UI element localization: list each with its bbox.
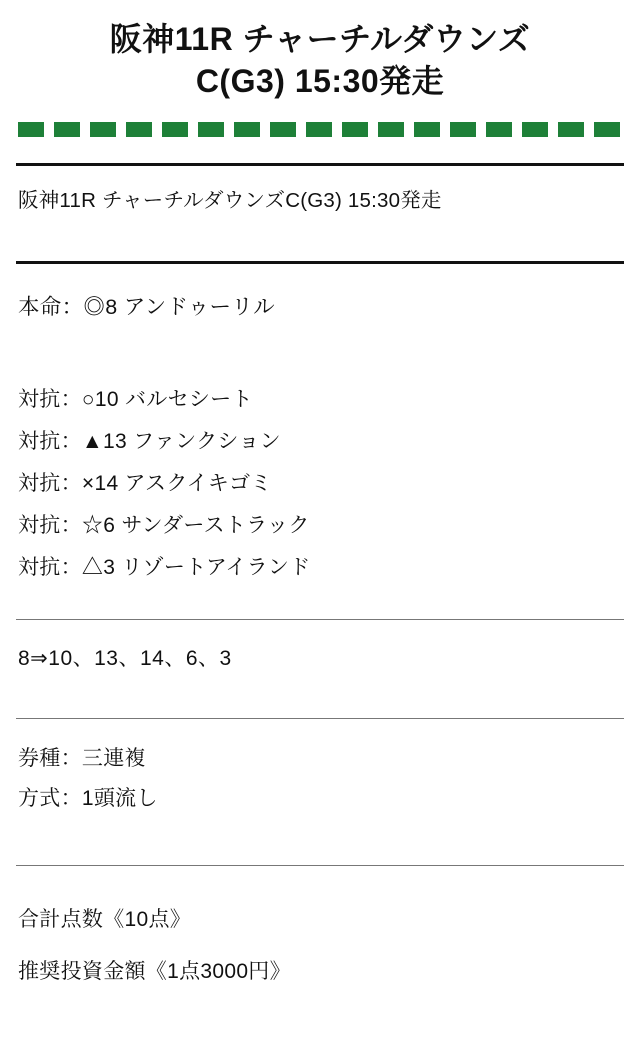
taikou-row: 対抗：×14 アスクイキゴミ	[18, 472, 272, 496]
dash-segment	[162, 122, 188, 137]
dash-segment	[18, 122, 44, 137]
page-title: 阪神11R チャーチルダウンズ C(G3) 15:30発走	[109, 21, 531, 100]
dash-segment	[306, 122, 332, 137]
dash-segment	[522, 122, 548, 137]
totals-block	[16, 866, 624, 998]
dash-segment	[234, 122, 260, 137]
honmei-block	[16, 264, 624, 333]
dash-segment	[126, 122, 152, 137]
dash-segment	[198, 122, 224, 137]
spacer	[16, 333, 624, 359]
honmei-row: 本命：◎8 アンドゥーリル	[18, 295, 275, 320]
dash-segment	[342, 122, 368, 137]
dash-segment	[558, 122, 584, 137]
content-area	[0, 163, 640, 998]
dash-segment	[378, 122, 404, 137]
page-header	[0, 0, 640, 106]
dashed-divider	[18, 122, 622, 137]
ticket-method-row: 方式：1頭流し	[18, 787, 158, 811]
dash-segment	[54, 122, 80, 137]
dash-segment	[90, 122, 116, 137]
dash-segment	[594, 122, 620, 137]
ticket-block	[16, 719, 624, 839]
taikou-row: 対抗：○10 バルセシート	[18, 388, 253, 412]
race-summary: 阪神11R チャーチルダウンズC(G3) 15:30発走	[18, 189, 442, 213]
taikou-block	[16, 359, 624, 593]
dash-segment	[270, 122, 296, 137]
dash-segment	[486, 122, 512, 137]
taikou-row: 対抗：△3 リゾートアイランド	[18, 556, 311, 580]
dash-segment	[450, 122, 476, 137]
total-points-row: 合計点数《10点》	[18, 908, 192, 932]
combination-line: 8⇒10、13、14、6、3	[18, 647, 232, 671]
recommended-amount-row: 推奨投資金額《1点3000円》	[18, 960, 291, 984]
taikou-row: 対抗：☆6 サンダーストラック	[18, 514, 310, 538]
taikou-row: 対抗：▲13 ファンクション	[18, 430, 281, 454]
ticket-type-row: 券種：三連複	[18, 747, 146, 771]
dash-segment	[414, 122, 440, 137]
